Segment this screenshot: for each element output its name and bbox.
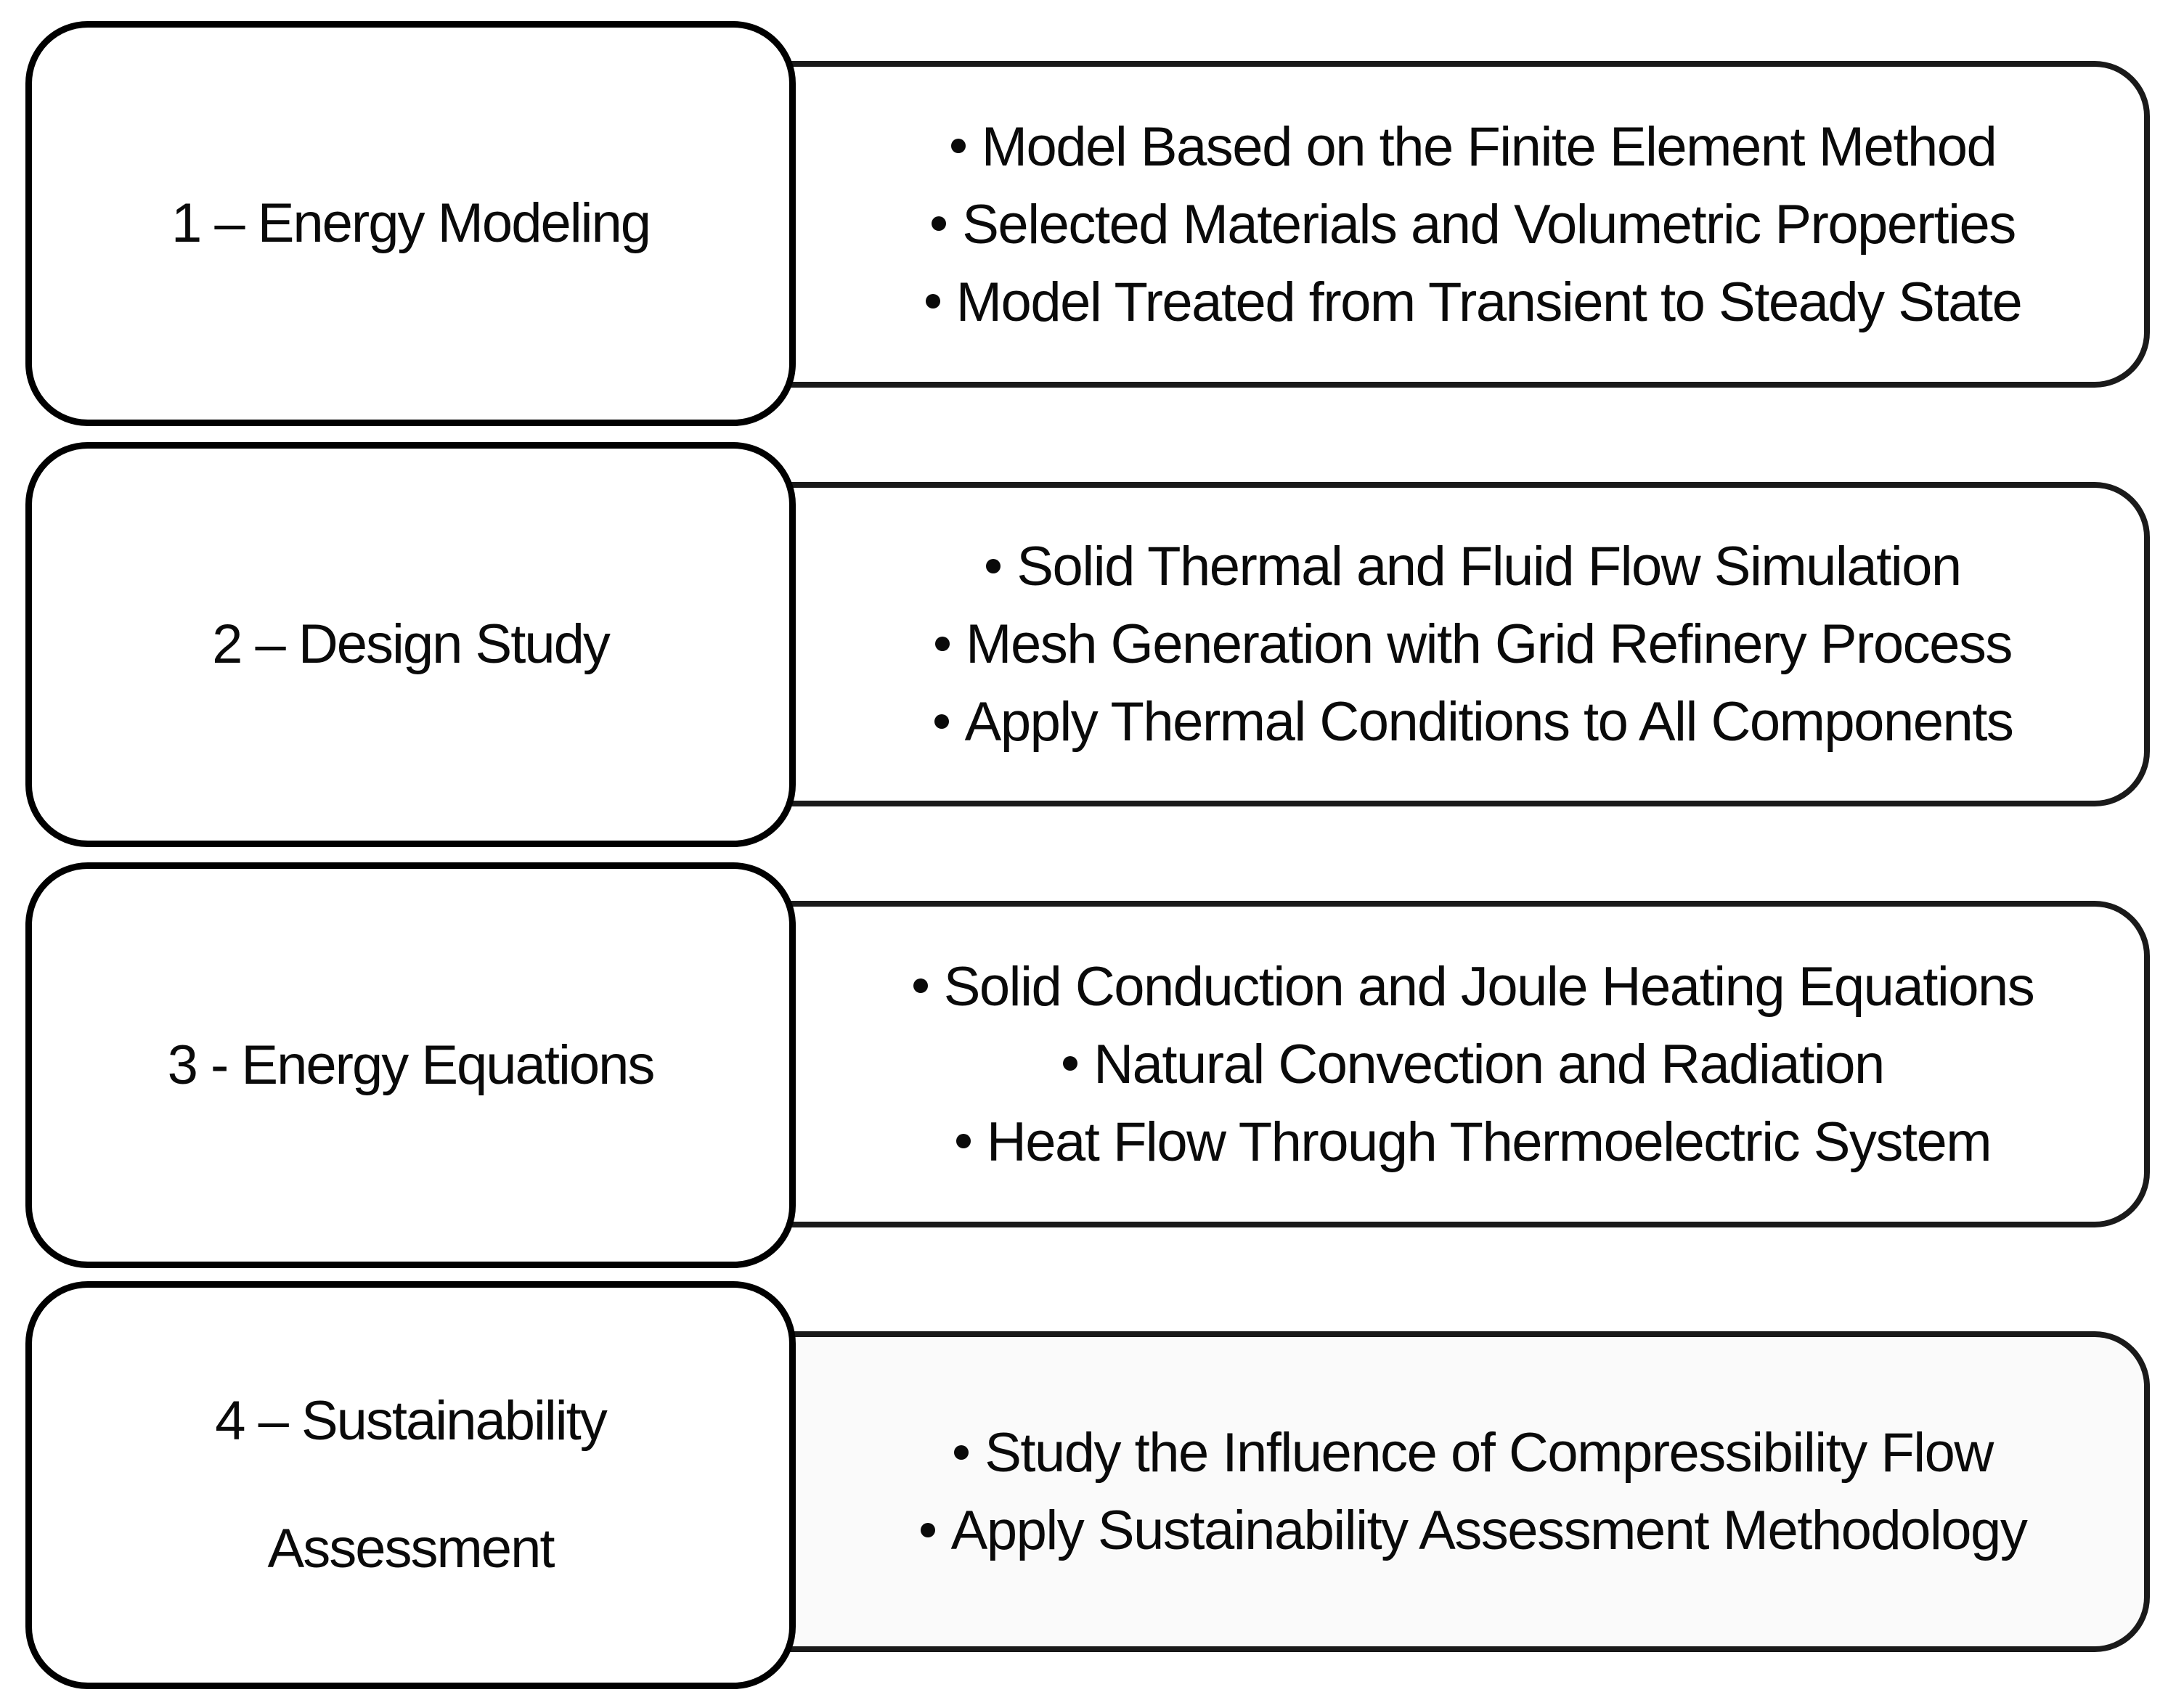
bullet-icon	[956, 1134, 971, 1148]
bullet-text: Apply Thermal Conditions to All Components	[964, 691, 2013, 753]
stage-details-design-study	[789, 482, 2150, 806]
bullet-list	[906, 1414, 2027, 1569]
bullet-list	[920, 528, 2013, 761]
bullet-text: Study the Influence of Compressibility Flow	[985, 1422, 1993, 1484]
bullet-text: Apply Sustainability Assessment Methodology	[950, 1500, 2027, 1561]
bullet-list	[899, 948, 2034, 1181]
stage-details-energy-equations	[789, 901, 2150, 1227]
bullet-item	[913, 1103, 2034, 1181]
bullet-icon	[986, 559, 1001, 573]
bullet-text: Natural Convection and Radiation	[1093, 1033, 1884, 1095]
stage-details-energy-modeling	[789, 61, 2150, 388]
bullet-text: Selected Materials and Volumetric Properties	[962, 193, 2016, 256]
bullet-icon	[935, 637, 950, 651]
stage-title-line: 4 – Sustainability	[215, 1390, 606, 1452]
stage-title-line: Assessment	[267, 1518, 554, 1580]
bullet-icon	[932, 216, 946, 231]
stage-box-energy-equations	[25, 862, 796, 1268]
bullet-item	[926, 108, 2021, 186]
bullet-icon	[1063, 1056, 1077, 1071]
stage-box-energy-modeling	[25, 21, 796, 426]
bullet-icon	[913, 978, 928, 993]
bullet-icon	[926, 294, 940, 308]
bullet-item	[913, 1026, 2034, 1103]
bullet-icon	[954, 1445, 969, 1460]
bullet-icon	[934, 714, 949, 729]
stage-title: 3 - Energy Equations	[167, 1034, 654, 1096]
stage-box-sustainability-assessment	[25, 1281, 796, 1689]
bullet-item	[934, 528, 2013, 605]
bullet-item	[934, 683, 2013, 761]
bullet-text: Mesh Generation with Grid Refinery Process	[966, 613, 2012, 675]
stage-title: 2 – Design Study	[212, 613, 609, 675]
bullet-item	[926, 263, 2021, 341]
bullet-text: Solid Conduction and Joule Heating Equations	[943, 955, 2034, 1018]
bullet-item	[913, 948, 2034, 1026]
stage-title	[215, 1325, 606, 1645]
stage-details-sustainability-assessment	[789, 1331, 2150, 1652]
bullet-icon	[921, 1523, 935, 1537]
bullet-item	[926, 186, 2021, 263]
stage-title: 1 – Energy Modeling	[171, 192, 651, 254]
bullet-text: Solid Thermal and Fluid Flow Simulation	[1016, 536, 1961, 597]
bullet-item	[934, 605, 2013, 683]
bullet-text: Heat Flow Through Thermoelectric System	[986, 1111, 1992, 1173]
bullet-list	[911, 108, 2021, 341]
stage-box-design-study	[25, 442, 796, 847]
bullet-text: Model Based on the Finite Element Method	[981, 115, 1997, 178]
bullet-icon	[951, 139, 966, 153]
bullet-item	[921, 1492, 2027, 1569]
bullet-item	[921, 1414, 2027, 1492]
bullet-text: Model Treated from Transient to Steady State	[955, 271, 2022, 333]
